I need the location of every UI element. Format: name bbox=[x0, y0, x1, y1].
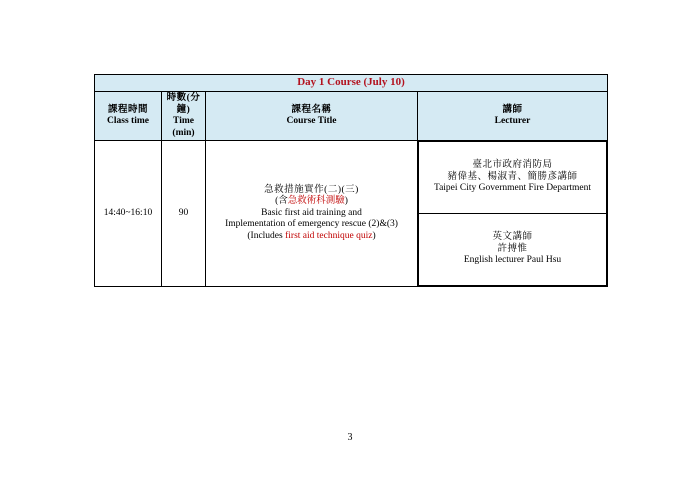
header-duration: 時數(分鐘) Time (min) bbox=[162, 92, 206, 141]
header-course-title: 課程名稱 Course Title bbox=[206, 92, 418, 141]
course-note-en: (Includes first aid technique quiz) bbox=[247, 230, 376, 241]
header-lecturer: 講師 Lecturer bbox=[418, 92, 608, 141]
course-note-cn: (含急救術科測驗) bbox=[275, 196, 348, 207]
table-title: Day 1 Course (July 10) bbox=[95, 75, 608, 92]
lecturer-list bbox=[418, 141, 607, 286]
table-row bbox=[95, 141, 608, 287]
lecturer-fire-dept: 臺北市政府消防局 豬偉基、楊淑青、簡勝彥講師 Taipei City Government Fire Department bbox=[419, 142, 607, 214]
page-number: 3 bbox=[347, 432, 353, 443]
cell-lecturer bbox=[418, 141, 608, 287]
header-class-time: 課程時間 Class time bbox=[95, 92, 162, 141]
cell-course-title: 急救措施實作(二)(三) (含急救術科測驗) Basic first aid training and Implementation of emergency rescue (2)&(3) (Includes first aid technique quiz) bbox=[206, 141, 418, 287]
cell-duration: 90 bbox=[162, 141, 206, 287]
table-header-row bbox=[95, 92, 608, 141]
cell-class-time: 14:40~16:10 bbox=[95, 141, 162, 287]
course-schedule-table bbox=[94, 74, 608, 287]
lecturer-english: 英文講師 許搏惟 English lecturer Paul Hsu bbox=[419, 214, 607, 286]
table-title-row bbox=[95, 75, 608, 92]
